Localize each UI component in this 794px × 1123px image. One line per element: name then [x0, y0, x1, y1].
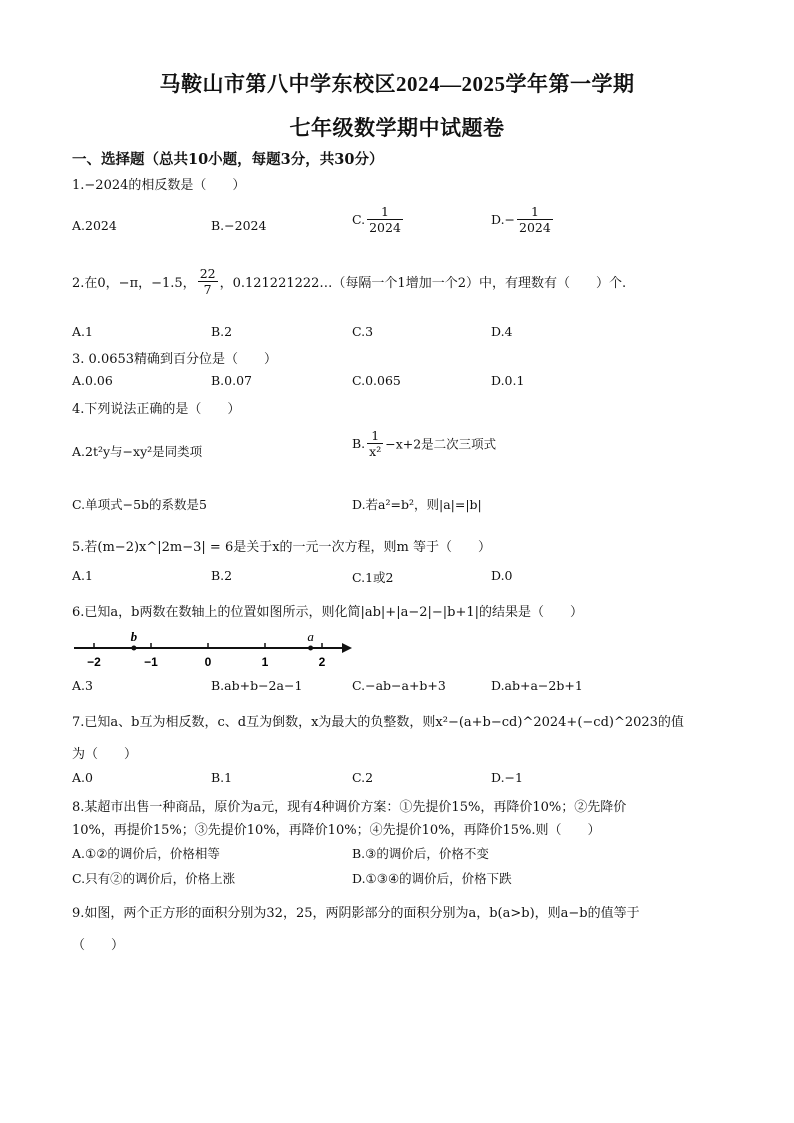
q5-option-d: D.0	[491, 568, 513, 583]
page-subtitle: 七年级数学期中试题卷	[289, 116, 505, 140]
question-1-stem: 1.−2024的相反数是（ ）	[72, 178, 246, 193]
question-8-stem: 8.某超市出售一种商品，原价为a元，现有4种调价方案：①先提价15%，再降价10%；②先降价	[72, 800, 627, 815]
q4-option-d: D.若a²=b²，则|a|=|b|	[352, 497, 482, 512]
q5-option-b: B.2	[211, 568, 233, 583]
question-7-stem-continued: 为（ ）	[72, 747, 138, 762]
question-2-stem: 2.在0，−π，−1.5， $\frac{22}{7}$ ，0.121221222…（每隔一个1增加一个2）中，有理数有（ ）个.	[72, 266, 627, 297]
axis-tick-label: 1	[261, 655, 269, 669]
q3-option-d: D.0.1	[491, 373, 525, 388]
point-b	[131, 646, 136, 651]
q7-option-d: D.−1	[491, 770, 523, 785]
q6-option-c: C.−ab−a+b+3	[352, 678, 446, 693]
axis-arrow-icon	[342, 643, 352, 653]
q6-option-b: B.ab+b−2a−1	[211, 678, 303, 693]
q2-option-c: C.3	[352, 324, 374, 339]
q8-option-c: C.只有②的调价后，价格上涨	[72, 871, 236, 886]
q1-option-a: A.2024	[72, 218, 117, 233]
q4-option-c: C.单项式−5b的系数是5	[72, 497, 207, 512]
q2-option-a: A.1	[72, 324, 93, 339]
section-heading: 一、选择题（总共10小题，每题3分，共30分）	[72, 151, 384, 168]
q8-option-d: D.①③④的调价后，价格下跌	[352, 871, 512, 886]
q7-option-c: C.2	[352, 770, 374, 785]
q7-option-b: B.1	[211, 770, 233, 785]
axis-tick-label: −1	[144, 655, 158, 669]
question-8-stem-continued: 10%，再提价15%；③先提价10%，再降价10%；④先提价10%，再降价15%.则（ ）	[72, 823, 601, 838]
q8-option-b: B.③的调价后，价格不变	[352, 846, 489, 861]
point-a	[308, 646, 313, 651]
question-3-stem: 3. 0.0653精确到百分位是（ ）	[72, 352, 278, 367]
question-9-stem: 9.如图，两个正方形的面积分别为32，25，两阴影部分的面积分别为a，b(a>b)，则a−b的值等于	[72, 906, 640, 921]
axis-tick-label: 0	[204, 655, 212, 669]
q3-option-b: B.0.07	[211, 373, 252, 388]
question-5-stem: 5.若(m−2)x^|2m−3| = 6是关于x的一元一次方程，则m 等于（ ）	[72, 540, 492, 555]
point-a-label: a	[307, 629, 314, 644]
question-4-stem: 4.下列说法正确的是（ ）	[72, 402, 241, 417]
q1-option-d: D.− $\frac{1}{2024}$	[491, 204, 551, 235]
axis-tick-label: 2	[318, 655, 326, 669]
q1-option-b: B.−2024	[211, 218, 267, 233]
axis-tick-label: −2	[87, 655, 101, 669]
page-title: 马鞍山市第八中学东校区2024—2025学年第一学期	[159, 72, 635, 96]
question-9-stem-continued: （ ）	[72, 938, 125, 953]
question-6-stem: 6.已知a，b两数在数轴上的位置如图所示，则化简|ab|+|a−2|−|b+1|的结果是（ ）	[72, 605, 584, 620]
q6-option-d: D.ab+a−2b+1	[491, 678, 583, 693]
q4-option-b: B. $\frac{1}{\text{x²}}$ −x+2是二次三项式	[352, 428, 497, 459]
q1-option-c: C. $\frac{1}{2024}$	[352, 204, 401, 235]
q3-option-a: A.0.06	[72, 373, 113, 388]
q2-option-d: D.4	[491, 324, 513, 339]
q3-option-c: C.0.065	[352, 373, 401, 388]
q5-option-c: C.1或2	[352, 570, 394, 585]
q7-option-a: A.0	[72, 770, 93, 785]
q5-option-a: A.1	[72, 568, 93, 583]
q8-option-a: A.①②的调价后，价格相等	[72, 846, 220, 861]
point-b-label: b	[130, 629, 138, 644]
q4-option-a: A.2t²y与−xy²是同类项	[72, 444, 203, 459]
question-7-stem: 7.已知a、b互为相反数，c、d互为倒数，x为最大的负整数，则x²−(a+b−cd)^2024+(−cd)^2023的值	[72, 715, 684, 730]
q6-option-a: A.3	[72, 678, 93, 693]
number-line-figure	[70, 628, 360, 674]
q2-option-b: B.2	[211, 324, 233, 339]
